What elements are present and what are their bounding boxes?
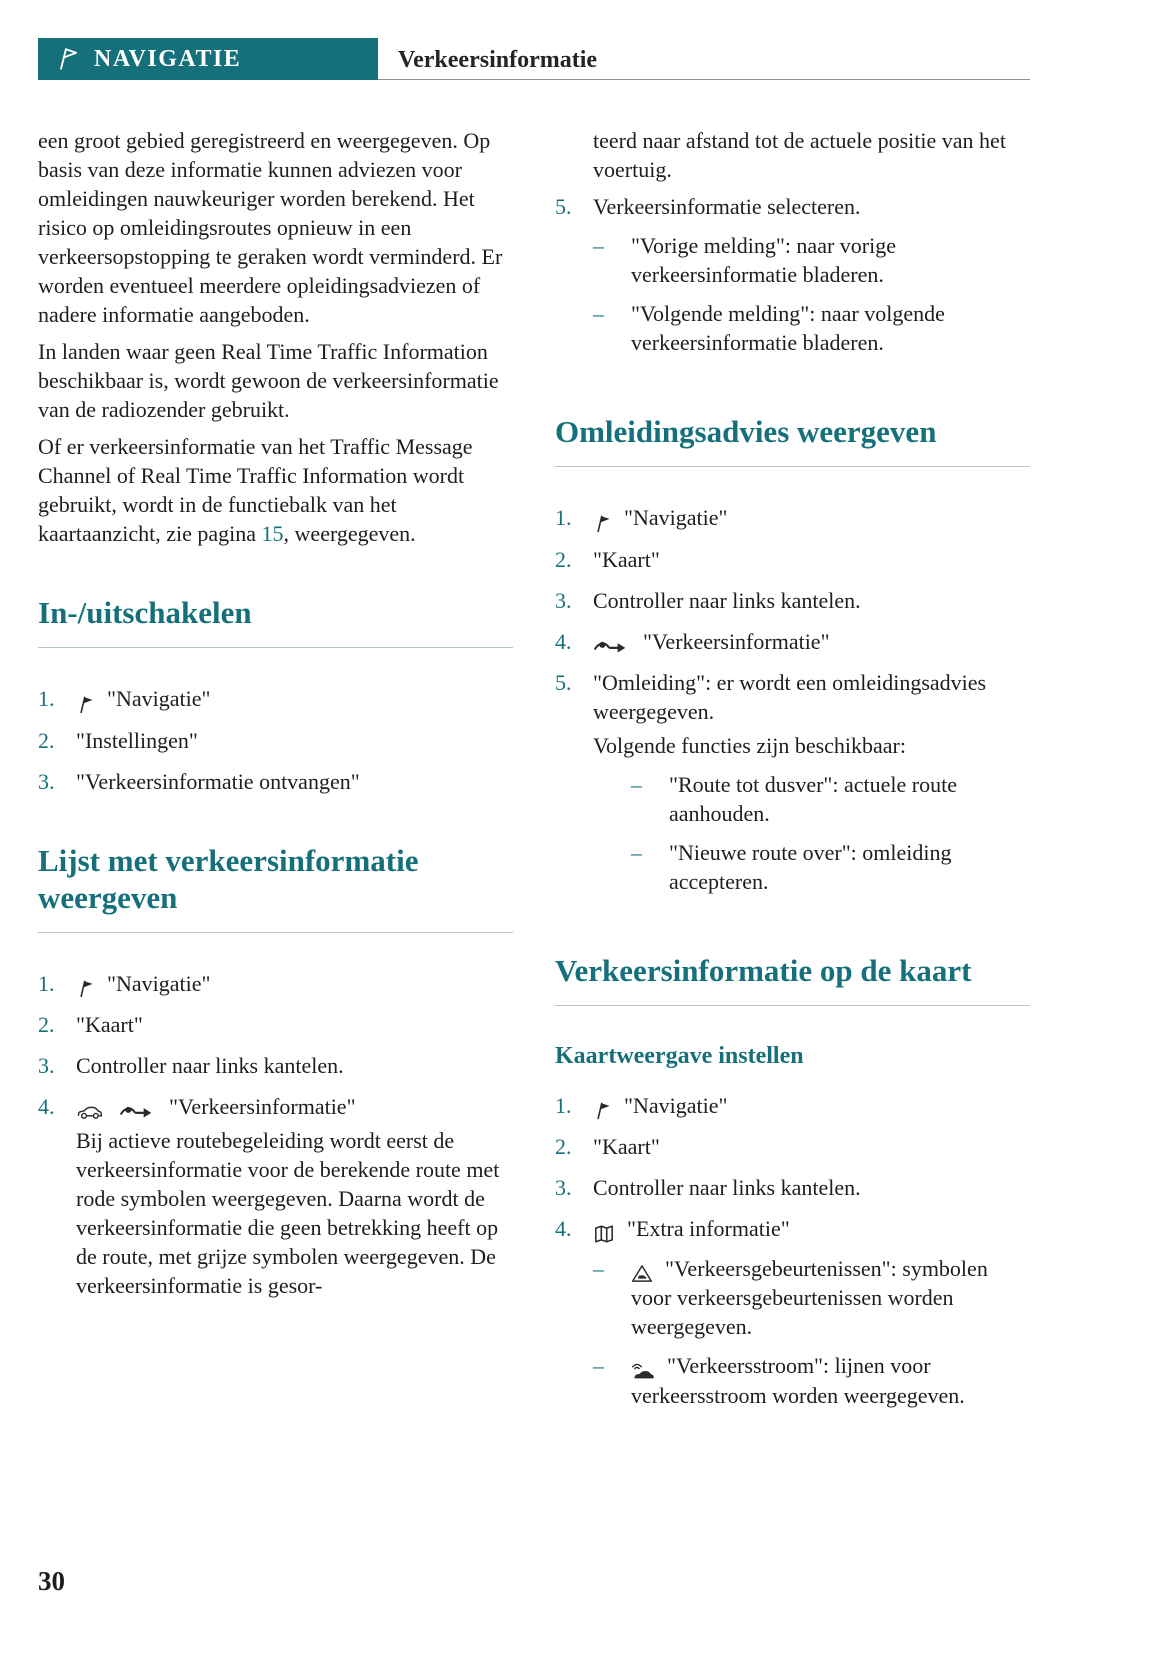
sub-list-item <box>593 1254 1030 1341</box>
list-number: 1. <box>38 686 55 712</box>
dash-bullet: – <box>593 1353 604 1379</box>
map-extra-info-icon <box>593 1224 615 1244</box>
dash-bullet: – <box>631 839 642 865</box>
list-number: 3. <box>555 587 572 613</box>
navigation-icon <box>593 1101 612 1120</box>
navigation-icon <box>593 514 612 533</box>
list-item <box>555 627 1030 656</box>
content-columns <box>38 126 1030 1432</box>
sub-item-text: "Vorige melding": naar vorige verkeersinformatie bladeren. <box>631 233 896 287</box>
navigation-flag-icon <box>54 46 80 72</box>
list-item <box>38 1092 513 1300</box>
list-number: 4. <box>555 1216 572 1242</box>
traffic-info-icon <box>593 638 627 656</box>
list-item <box>555 545 1030 574</box>
section-heading-detour: Omleidingsadvies weergeven <box>555 414 937 449</box>
list-item <box>38 969 513 998</box>
body-paragraph: een groot gebied geregistreerd en weergegeven. Op basis van deze informatie kunnen adviezen voor omleidingen nauwkeuriger worden berekend. Het risico op omleidingsroutes opnieuw in een verkeersopstopping te geraken wordt verminderd. Er worden eventueel meerdere opleidingsadviezen of nadere informatie aangeboden. <box>38 128 503 327</box>
chapter-badge-label: NAVIGATIE <box>94 45 242 72</box>
body-text: , weergegeven. <box>283 521 416 546</box>
list-item-text: "Verkeersinformatie ontvangen" <box>76 768 360 794</box>
list-item-text: Verkeersinformatie selecteren. <box>593 194 861 219</box>
list-number: 1. <box>555 1092 572 1118</box>
body-text: Of er verkeersinformatie van het Traffic Message Channel of Real Time Traffic Information wordt gebruikt, wordt in de functiebalk van het kaartaanzicht, zie pagina <box>38 434 473 546</box>
list-number: 2. <box>38 727 55 753</box>
list-item-text: Controller naar links kantelen. <box>593 1175 861 1201</box>
list-item-text: "Navigatie" <box>624 505 728 531</box>
section-rule <box>555 1005 1030 1006</box>
list-item <box>555 192 1030 367</box>
list-item <box>38 1010 513 1039</box>
list-item-text: "Extra informatie" <box>627 1216 790 1242</box>
steps-mapview <box>555 1091 1030 1420</box>
step-note: Volgende functies zijn beschikbaar: <box>593 732 906 758</box>
sub-item-text: "Verkeersgebeurtenissen": symbolen voor verkeersgebeurtenissen worden weergegeven. <box>631 1256 988 1340</box>
list-item <box>555 1132 1030 1161</box>
list-item <box>555 1214 1030 1420</box>
section-heading-onoff: In-/uitschakelen <box>38 595 252 630</box>
list-number: 2. <box>38 1012 55 1038</box>
sub-list-item <box>593 231 1030 289</box>
list-number: 5. <box>555 194 572 219</box>
list-item <box>38 726 513 755</box>
list-number: 5. <box>555 669 572 695</box>
traffic-flow-icon <box>631 1362 655 1381</box>
list-item <box>555 586 1030 615</box>
list-item-text: "Navigatie" <box>107 686 211 712</box>
list-item-text: Controller naar links kantelen. <box>593 587 861 613</box>
sub-item-text: "Volgende melding": naar volgende verkeersinformatie bladeren. <box>631 301 945 355</box>
section-rule <box>38 932 513 933</box>
sub-list-item <box>593 299 1030 357</box>
list-number: 4. <box>38 1094 55 1120</box>
body-paragraph: In landen waar geen Real Time Traffic Information beschikbaar is, wordt gewoon de verkeersinformatie van de radiozender gebruikt. <box>38 339 499 422</box>
list-item <box>555 1173 1030 1202</box>
page-title: Verkeersinformatie <box>398 47 598 73</box>
sub-item-text: "Route tot dusver": actuele route aanhouden. <box>669 771 957 826</box>
list-number: 2. <box>555 546 572 572</box>
column-left <box>38 126 513 1432</box>
sub-item-text: "Verkeersstroom": lijnen voor verkeersstroom worden weergegeven. <box>631 1353 965 1408</box>
list-item-text: "Kaart" <box>593 546 660 572</box>
list-item-text: "Verkeersinformatie" <box>169 1094 356 1120</box>
steps-list <box>38 969 513 1300</box>
page-number: 30 <box>38 1566 65 1596</box>
navigation-icon <box>76 979 95 998</box>
dash-bullet: – <box>593 301 604 326</box>
list-number: 3. <box>38 768 55 794</box>
traffic-events-warning-icon <box>631 1264 653 1283</box>
list-item-text: "Instellingen" <box>76 727 198 753</box>
list-item <box>38 1051 513 1080</box>
column-right <box>555 126 1030 1432</box>
list-item <box>555 668 1030 906</box>
continuation-paragraph: teerd naar afstand tot de actuele positie van het voertuig. <box>593 128 1006 182</box>
header-title-area <box>378 38 1030 80</box>
page-header <box>38 38 1030 80</box>
list-item <box>555 503 1030 532</box>
list-item-text: "Omleiding": er wordt een omleidingsadvies weergegeven. <box>593 669 987 724</box>
subsection-heading-mapview: Kaartweergave instellen <box>555 1042 804 1069</box>
list-item <box>555 1091 1030 1120</box>
body-paragraph <box>38 432 513 548</box>
dash-bullet: – <box>593 233 604 258</box>
section-heading-list: Lijst met verkeersinformatie weergeven <box>38 842 419 915</box>
page-reference-link[interactable]: 15 <box>261 521 284 546</box>
sub-list-item <box>631 838 1030 896</box>
list-item-text: "Kaart" <box>593 1134 660 1160</box>
list-item-text: "Verkeersinformatie" <box>643 628 830 654</box>
list-number: 1. <box>555 505 572 531</box>
chapter-badge <box>38 38 378 80</box>
sub-list-item <box>593 1351 1030 1409</box>
list-item-text: "Navigatie" <box>107 971 211 997</box>
sub-list-item <box>631 770 1030 828</box>
list-number: 3. <box>555 1175 572 1201</box>
list-item <box>38 684 513 713</box>
step-note: Bij actieve routebegeleiding wordt eerst de verkeersinformatie voor de berekende route met rode symbolen weergegeven. Daarna wordt de verkeersinformatie die geen betrekking heeft op de route, met grijze symbolen weergegeven. De verkeersinformatie is gesor- <box>76 1128 500 1299</box>
section-heading-map: Verkeersinformatie op de kaart <box>555 952 972 988</box>
section-rule <box>38 647 513 648</box>
navigation-icon <box>76 695 95 714</box>
dash-bullet: – <box>593 1256 604 1282</box>
dash-bullet: – <box>631 771 642 797</box>
traffic-info-icon <box>119 1103 153 1121</box>
section-rule <box>555 466 1030 467</box>
sub-item-text: "Nieuwe route over": omleiding accepteren. <box>669 839 952 894</box>
list-item <box>38 767 513 796</box>
list-number: 3. <box>38 1053 55 1079</box>
list-number: 4. <box>555 628 572 654</box>
list-number: 2. <box>555 1134 572 1160</box>
car-icon <box>76 1104 103 1120</box>
steps-detour <box>555 503 1030 905</box>
list-item-text: Controller naar links kantelen. <box>76 1053 344 1079</box>
list-number: 1. <box>38 971 55 997</box>
steps-list-continued <box>555 192 1030 367</box>
list-item-text: "Navigatie" <box>624 1092 728 1118</box>
steps-onoff <box>38 684 513 795</box>
list-item-text: "Kaart" <box>76 1012 143 1038</box>
